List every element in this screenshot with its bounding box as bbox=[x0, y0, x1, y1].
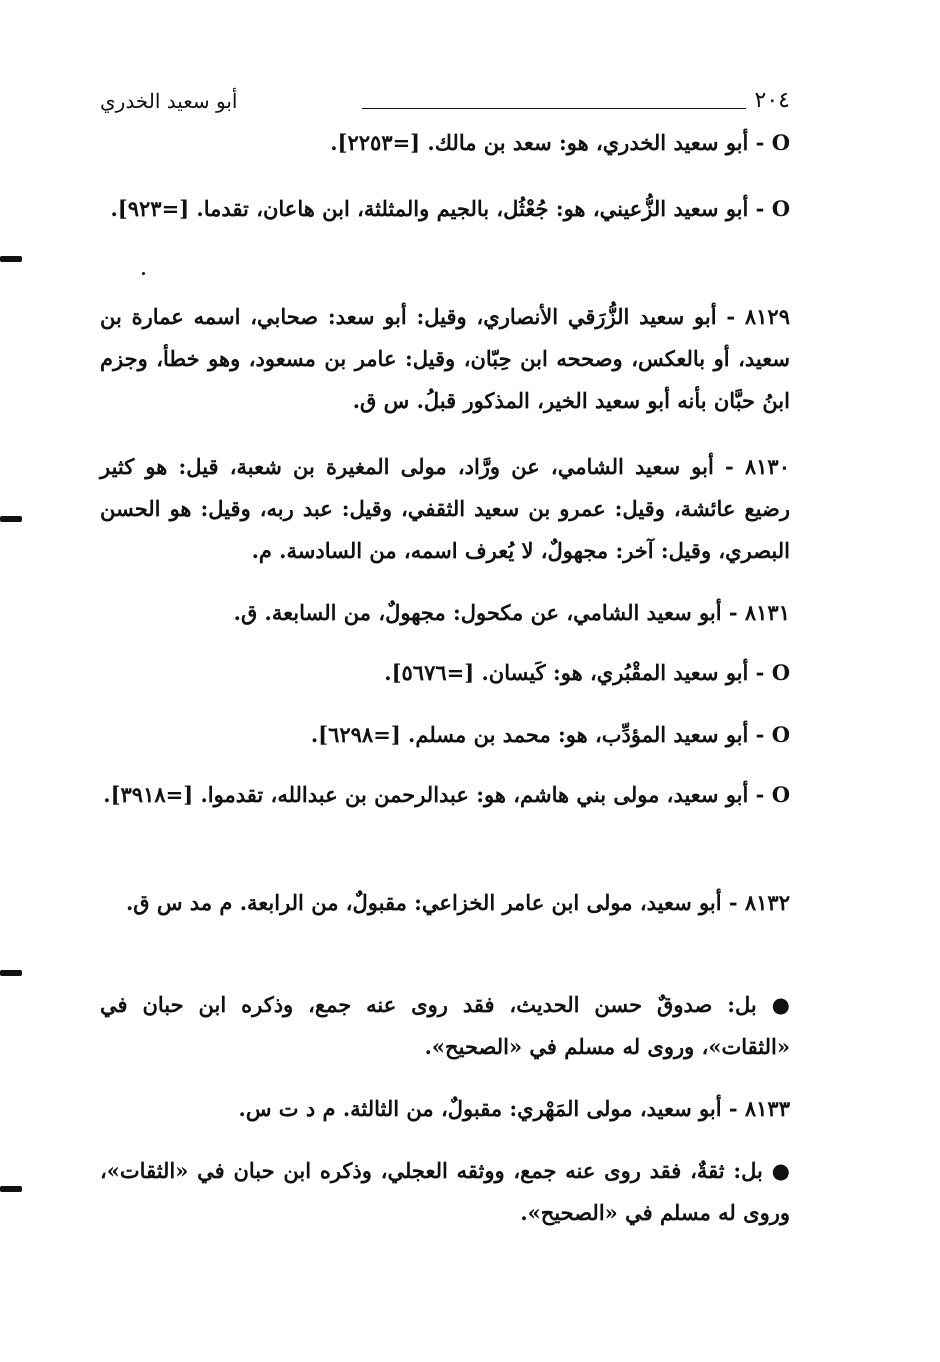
margin-tick bbox=[0, 256, 22, 262]
page-header bbox=[100, 86, 790, 120]
entry-cross-reference: O - أبو سعيد الخدري، هو: سعد بن مالك. [=٢٢٥٣]. bbox=[330, 130, 790, 155]
running-title: أبو سعيد الخدري bbox=[100, 89, 238, 113]
page-number: ٢٠٤ bbox=[754, 88, 790, 113]
entry-cross-reference: O - أبو سعيد المقْبُري، هو: كَيسان. [=٥٦٧٦]. bbox=[384, 660, 790, 685]
entry-8130: ٨١٣٠ - أبو سعيد الشامي، عن ورَّاد، مولى المغيرة بن شعبة، قيل: هو كثير رضيع عائشة، وقيل: عمرو بن سعيد الثقفي، وقيل: عبد ربه، وقيل: هو الحسن البصري، وقيل: آخر: مجهولٌ، لا يُعرف اسمه، من السادسة. م. bbox=[100, 454, 790, 563]
entry-editor-note: ● بل: صدوقٌ حسن الحديث، فقد روى عنه جمع، وذكره ابن حبان في «الثقات»، وروى له مسلم في «الصحيح». bbox=[100, 992, 790, 1059]
entry-8131: ٨١٣١ - أبو سعيد الشامي، عن مكحول: مجهولٌ، من السابعة. ق. bbox=[233, 600, 790, 625]
entry-cross-reference: O - أبو سعيد، مولى بني هاشم، هو: عبدالرحمن بن عبدالله، تقدموا. [=٣٩١٨]. bbox=[103, 782, 790, 807]
entry-editor-note: ● بل: ثقةٌ، فقد روى عنه جمع، ووثقه العجلي، وذكره ابن حبان في «الثقات»، وروى له مسلم في «الصحيح». bbox=[100, 1158, 790, 1225]
entry-cross-reference: O - أبو سعيد الزُّعيني، هو: جُعْثُل، بالجيم والمثلثة، ابن هاعان، تقدما. [=٩٢٣]. bbox=[110, 196, 790, 221]
margin-tick bbox=[0, 516, 22, 522]
margin-tick bbox=[0, 970, 22, 976]
entry-cross-reference: O - أبو سعيد المؤدِّب، هو: محمد بن مسلم. [=٦٢٩٨]. bbox=[310, 722, 790, 747]
entry-8132: ٨١٣٢ - أبو سعيد، مولى ابن عامر الخزاعي: مقبولٌ، من الرابعة. م مد س ق. bbox=[125, 890, 790, 915]
margin-tick bbox=[0, 1186, 22, 1192]
header-rule bbox=[362, 108, 746, 109]
entry-8129: ٨١٢٩ - أبو سعيد الزُّرَقي الأنصاري، وقيل: أبو سعد: صحابي، اسمه عمارة بن سعيد، أو بالعكس، وصححه ابن حِبّان، وقيل: عامر بن مسعود، وهو خطأ، وجزم ابنُ حبَّان بأنه أبو سعيد الخير، المذكور قبلُ. س ق. bbox=[100, 304, 790, 413]
entry-8133: ٨١٣٣ - أبو سعيد، مولى المَهْري: مقبولٌ، من الثالثة. م د ت س. bbox=[238, 1096, 790, 1121]
print-speck bbox=[142, 272, 145, 275]
